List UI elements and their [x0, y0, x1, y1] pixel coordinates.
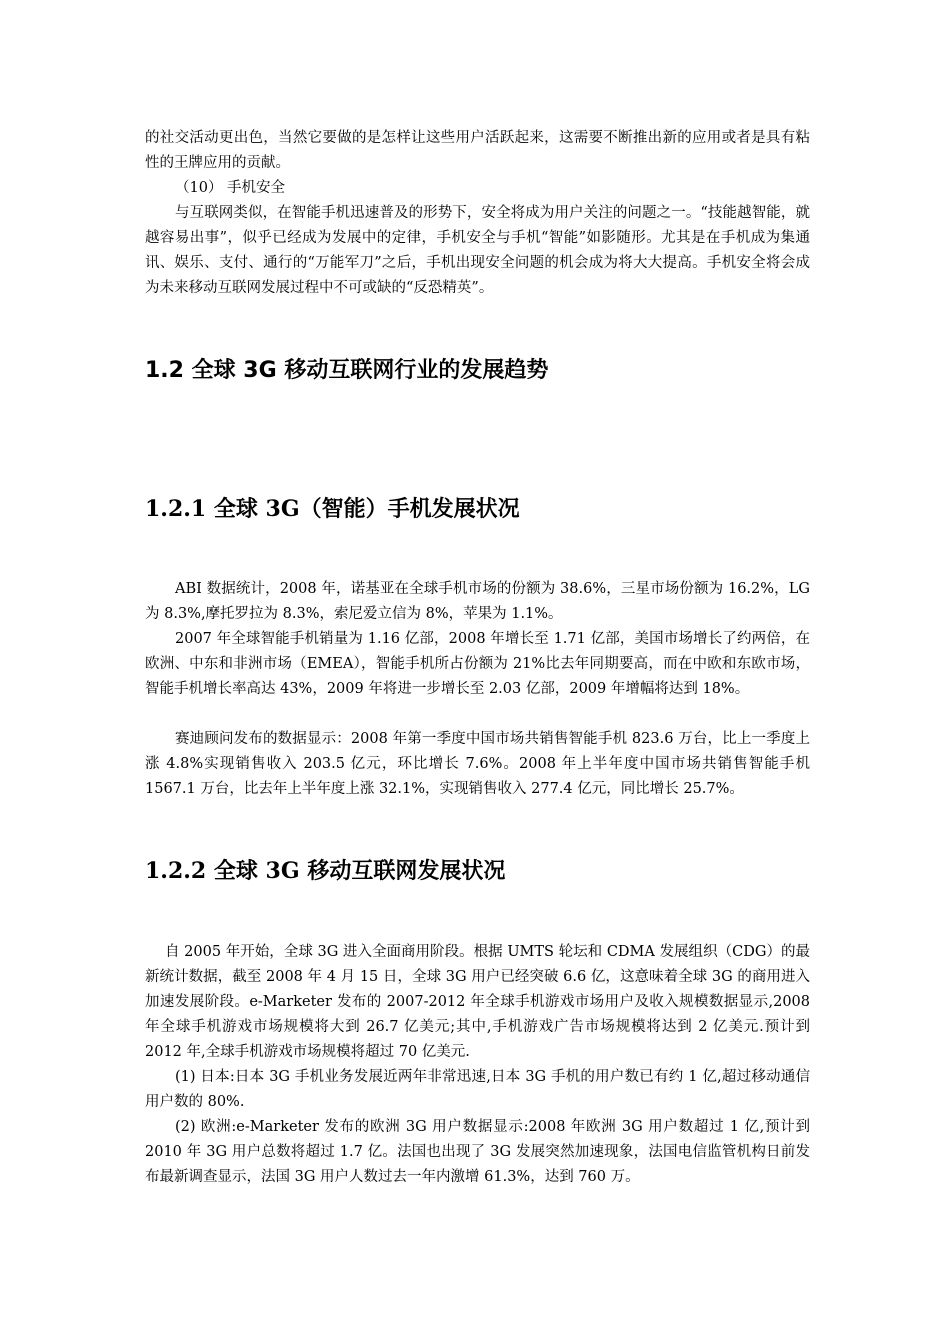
paragraph-global-3g: 自 2005 年开始，全球 3G 进入全面商用阶段。根据 UMTS 轮坛和 CDMA 发展组织（CDG）的最新统计数据，截至 2008 年 4 月 15 日，全球 3G 用户已经突破 6.6 亿，这意味着全球 3G 的商用进入加速发展阶段。e-Marketer 发布的 2007-2012 年全球手机游戏市场用户及收入规模数据显示,2008 年全球手机游戏市场规模将大到 26.7 亿美元;其中,手机游戏广告市场规模将达到 2 亿美元.预计到 2012 年,全球手机游戏市场规模将超过 70 亿美元.: [145, 944, 810, 1060]
paragraph-social: 的社交活动更出色，当然它要做的是怎样让这些用户活跃起来，这需要不断推出新的应用或者是具有粘性的王牌应用的贡献。: [145, 130, 810, 171]
paragraph-japan: (1) 日本:日本 3G 手机业务发展近两年非常迅速,日本 3G 手机的用户数已有约 1 亿,超过移动通信用户数的 80%.: [145, 1069, 810, 1110]
paragraph-abi-stats: ABI 数据统计，2008 年，诺基亚在全球手机市场的份额为 38.6%，三星市场份额为 16.2%，LG 为 8.3%,摩托罗拉为 8.3%，索尼爱立信为 8%，苹果为 1.1%。: [145, 581, 810, 622]
section-heading-1-2-2: 1.2.2 全球 3G 移动互联网发展状况: [145, 858, 506, 884]
paragraph-ccid-data: 赛迪顾问发布的数据显示：2008 年第一季度中国市场共销售智能手机 823.6 万台，比上一季度上涨 4.8%实现销售收入 203.5 亿元，环比增长 7.6%。2008 年上半年度中国市场共销售智能手机 1567.1 万台，比去年上半年度上涨 32.1%，实现销售收入 277.4 亿元，同比增长 25.7%。: [145, 731, 810, 797]
paragraph-smartphone-sales: 2007 年全球智能手机销量为 1.16 亿部，2008 年增长至 1.71 亿部，美国市场增长了约两倍，在欧洲、中东和非洲市场（EMEA），智能手机所占份额为 21%比去年同期要高，而在中欧和东欧市场，智能手机增长率高达 43%，2009 年将进一步增长至 2.03 亿部，2009 年增幅将达到 18%。: [145, 631, 810, 697]
paragraph-europe: (2) 欧洲:e-Marketer 发布的欧洲 3G 用户数据显示:2008 年欧洲 3G 用户数超过 1 亿,预计到 2010 年 3G 用户总数将超过 1.7 亿。法国也出现了 3G 发展突然加速现象，法国电信监管机构日前发布最新调查显示，法国 3G 用户人数过去一年内激增 61.3%，达到 760 万。: [145, 1119, 810, 1185]
paragraph-mobile-security: 与互联网类似，在智能手机迅速普及的形势下，安全将成为用户关注的问题之一。“技能越智能，就越容易出事”，似乎已经成为发展中的定律，手机安全与手机“智能”如影随形。尤其是在手机成为集通讯、娱乐、支付、通行的“万能军刀”之后，手机出现安全问题的机会成为将大大提高。手机安全将会成为未来移动互联网发展过程中不可或缺的“反恐精英”。: [145, 205, 810, 296]
section-heading-1-2-1: 1.2.1 全球 3G（智能）手机发展状况: [145, 496, 520, 522]
section-heading-1-2: 1.2 全球 3G 移动互联网行业的发展趋势: [145, 358, 549, 383]
list-item-10-heading: （10） 手机安全: [175, 180, 286, 196]
